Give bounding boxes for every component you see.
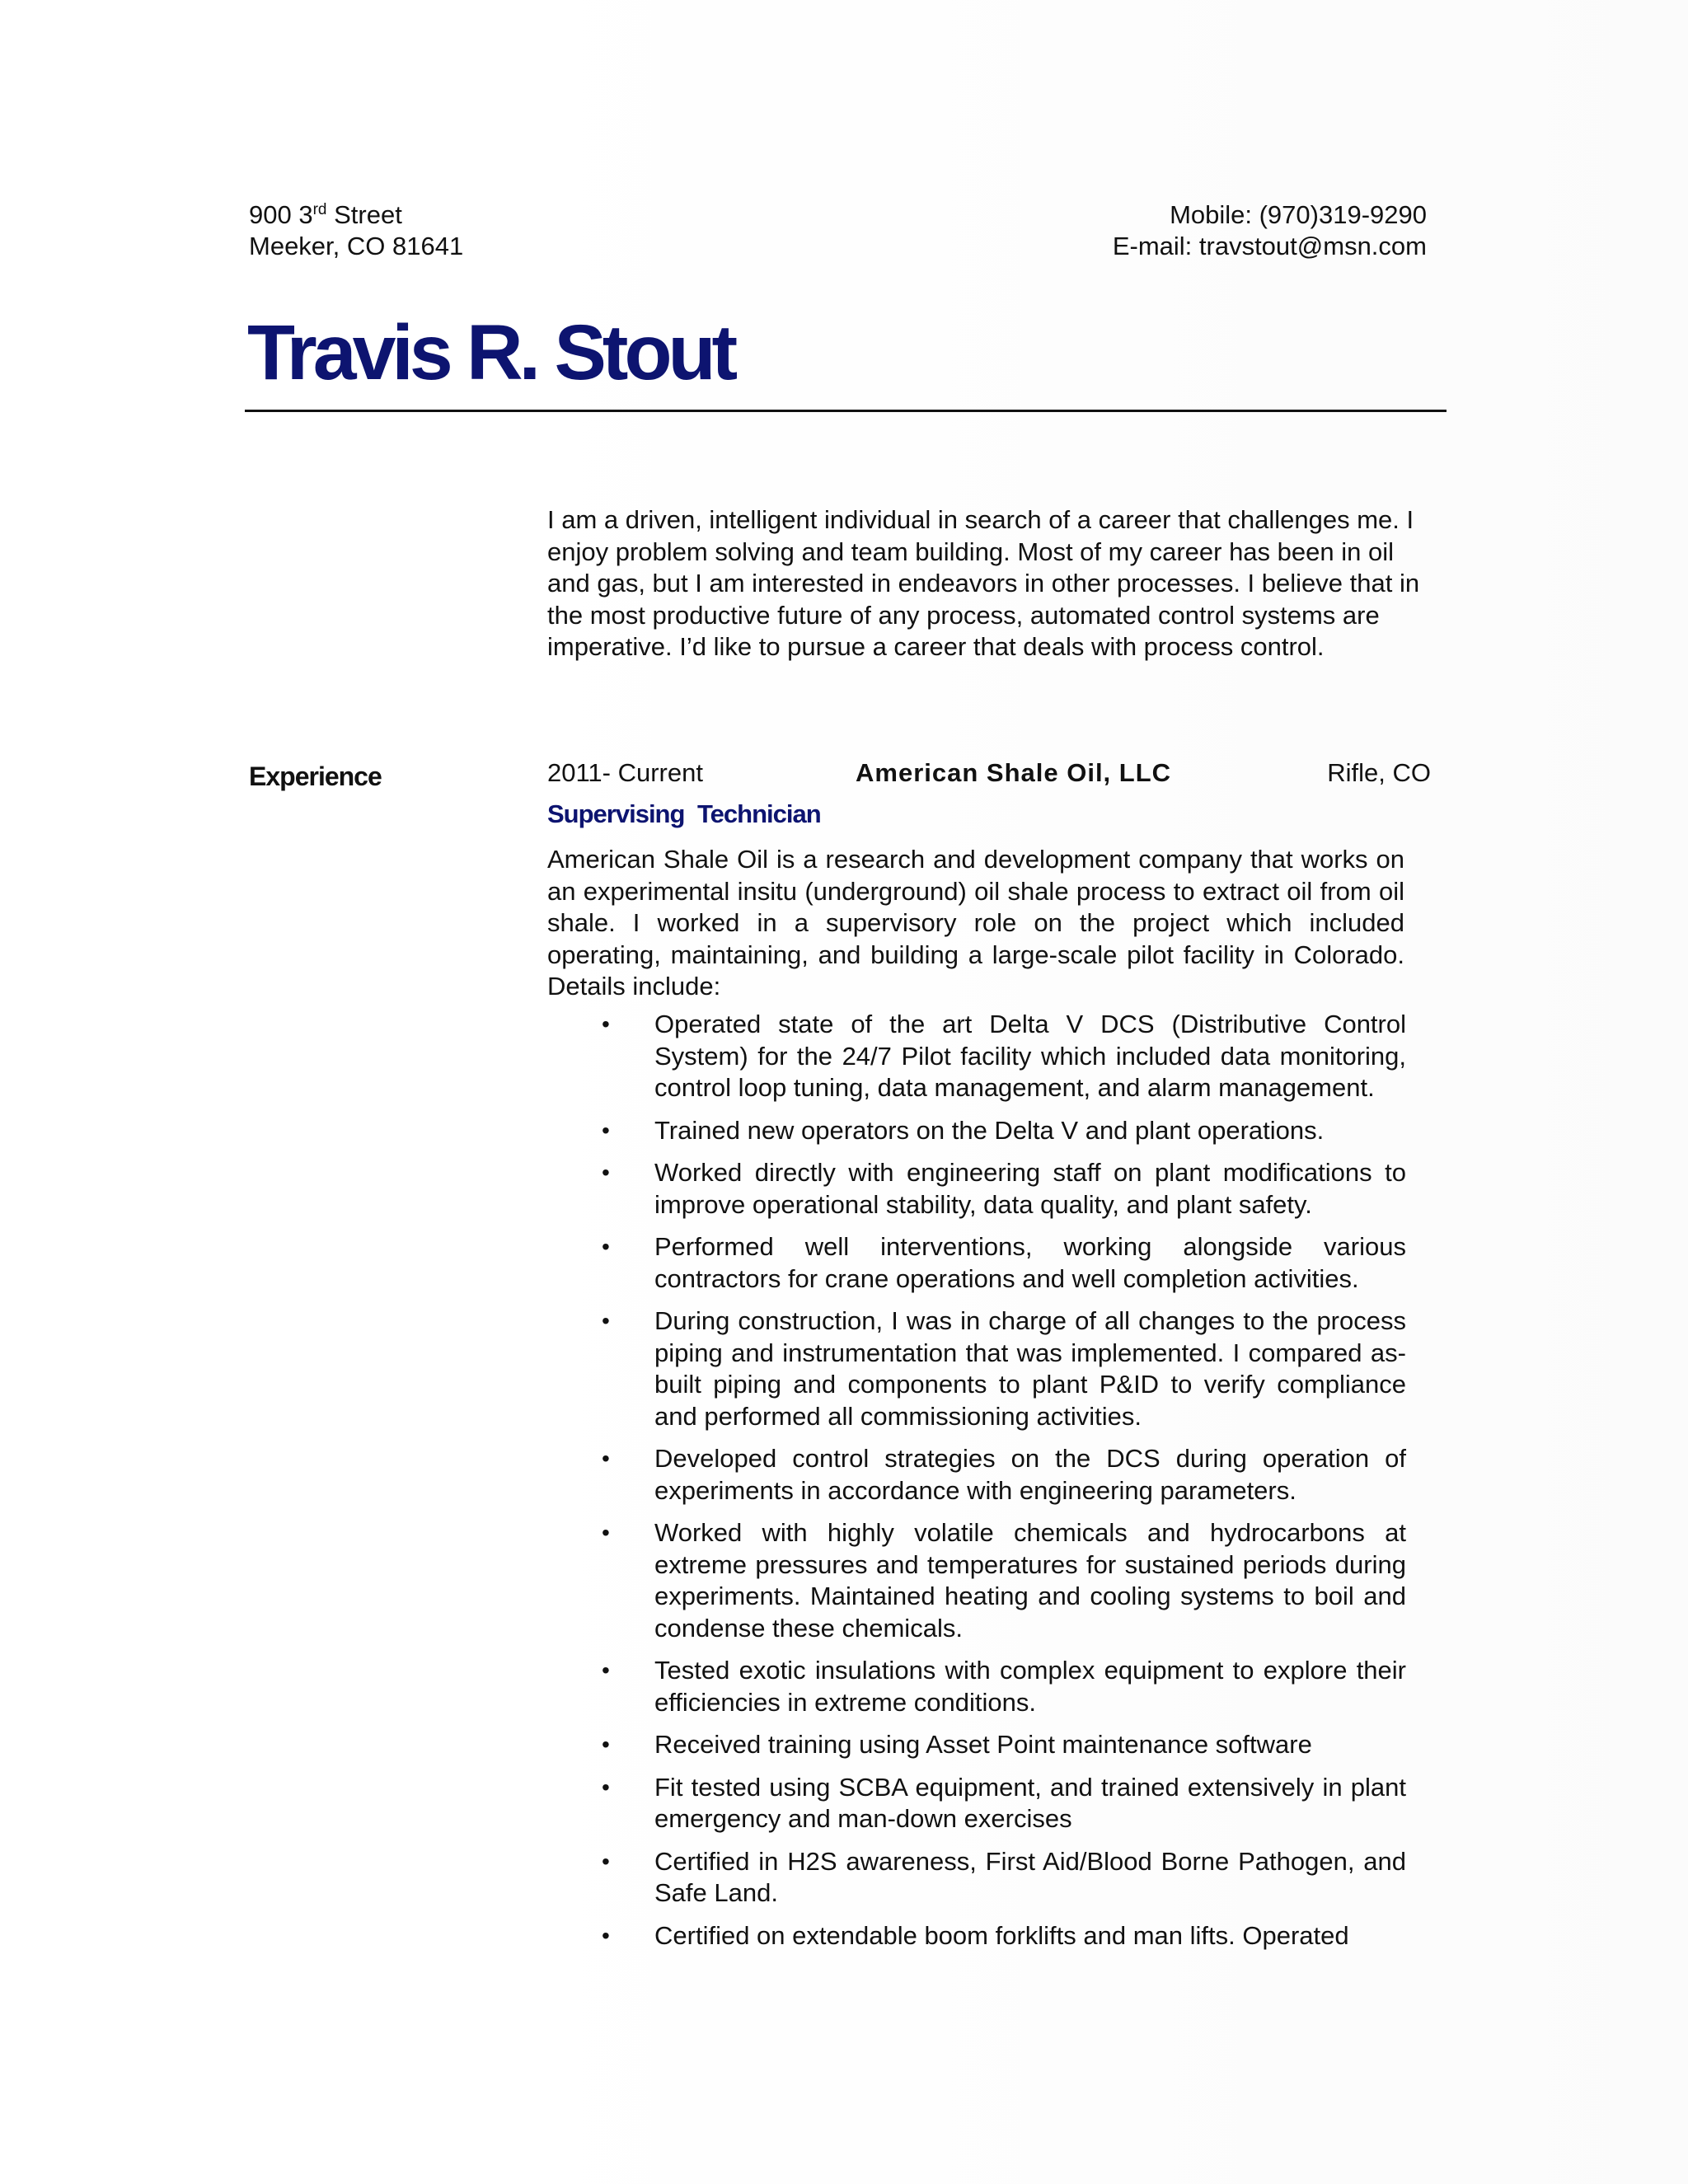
job-bullet (547, 1305, 1406, 1432)
bullet-text: Developed control strategies on the DCS during operation of experiments in accordance with engineering parameters. (654, 1444, 1406, 1505)
job-bullet (547, 1443, 1406, 1507)
job-description: American Shale Oil is a research and development company that works on an experimental insitu (underground) oil shale process to extract oil from oil shale. I worked in a supervisory role on the project which included operating, maintaining, and building a large-scale pilot facility in Colorado. Details include: (547, 845, 1404, 1001)
job-title: Supervising Technician (547, 799, 821, 828)
bullet-text: Operated state of the art Delta V DCS (Distributive Control System) for the 24/7 Pilot facility which included data monitoring, control loop tuning, data management, and alarm management. (654, 1010, 1406, 1102)
job-bullet (547, 1729, 1406, 1761)
address-ordinal: rd (312, 201, 327, 218)
bullet-text: Tested exotic insulations with complex equipment to explore their efficiencies in extreme conditions. (654, 1656, 1406, 1717)
bullet-text: Certified in H2S awareness, First Aid/Blood Borne Pathogen, and Safe Land. (654, 1846, 1406, 1907)
contact-block (1113, 199, 1427, 262)
job-company: American Shale Oil, LLC (856, 758, 1172, 787)
address-line-2: Meeker, CO 81641 (249, 232, 464, 260)
address-block (249, 199, 463, 262)
job-location: Rifle, CO (1327, 758, 1431, 787)
job-bullet (547, 1846, 1406, 1910)
bullet-icon: • (602, 1308, 610, 1333)
bullet-text: Received training using Asset Point maintenance software (654, 1730, 1312, 1759)
job-bullet-list (547, 1009, 1406, 1962)
bullet-text: Certified on extendable boom forklifts and man lifts. Operated (654, 1920, 1349, 1950)
summary-paragraph: I am a driven, intelligent individual in search of a career that challenges me. I enjoy problem solving and team building. Most of my career has been in oil and gas, but I am interested in endeavors in other processes. I believe that in the most productive future of any process, automated control systems are imperative. I’d like to pursue a career that deals with process control. (547, 505, 1420, 661)
bullet-text: Fit tested using SCBA equipment, and trained extensively in plant emergency and man-down exercises (654, 1772, 1406, 1833)
bullet-text: During construction, I was in charge of all changes to the process piping and instrumentation that was implemented. I compared as-built piping and components to plant P&ID to verify compliance and performed all commissioning activities. (654, 1306, 1406, 1431)
email-address: E-mail: travstout@msn.com (1112, 232, 1427, 260)
bullet-icon: • (602, 1848, 610, 1874)
job-bullet (547, 1009, 1406, 1104)
bullet-text: Performed well interventions, working alongside various contractors for crane operations and well completion activities. (654, 1232, 1406, 1293)
job-header (547, 757, 1431, 790)
address-street: Street (326, 200, 402, 229)
experience-heading: Experience (249, 762, 382, 791)
bullet-icon: • (602, 1234, 610, 1259)
header-divider (245, 410, 1447, 412)
bullet-icon: • (602, 1446, 610, 1471)
bullet-icon: • (602, 1774, 610, 1800)
bullet-icon: • (602, 1011, 610, 1037)
job-bullet (547, 1920, 1406, 1952)
job-bullet (547, 1231, 1406, 1295)
bullet-icon: • (602, 1732, 610, 1757)
bullet-text: Worked directly with engineering staff on plant modifications to improve operational stability, data quality, and plant safety. (654, 1158, 1406, 1219)
bullet-icon: • (602, 1657, 610, 1683)
bullet-text: Trained new operators on the Delta V and plant operations. (654, 1115, 1325, 1145)
job-bullet (547, 1157, 1406, 1221)
bullet-icon: • (602, 1160, 610, 1185)
job-bullet (547, 1655, 1406, 1718)
bullet-icon: • (602, 1117, 610, 1143)
mobile-number: Mobile: (970)319-9290 (1170, 200, 1427, 229)
bullet-icon: • (602, 1922, 610, 1948)
job-bullet (547, 1772, 1406, 1835)
job-bullet (547, 1115, 1406, 1147)
bullet-text: Worked with highly volatile chemicals and hydrocarbons at extreme pressures and temperatures for sustained periods during experiments. Maintained heating and cooling systems to boil and condense these chemicals. (654, 1518, 1406, 1643)
bullet-icon: • (602, 1520, 610, 1545)
job-bullet (547, 1517, 1406, 1644)
job-dates: 2011- Current (547, 758, 703, 787)
address-number: 900 3 (249, 200, 313, 229)
candidate-name: Travis R. Stout (247, 309, 734, 396)
address-line-1 (249, 199, 463, 231)
